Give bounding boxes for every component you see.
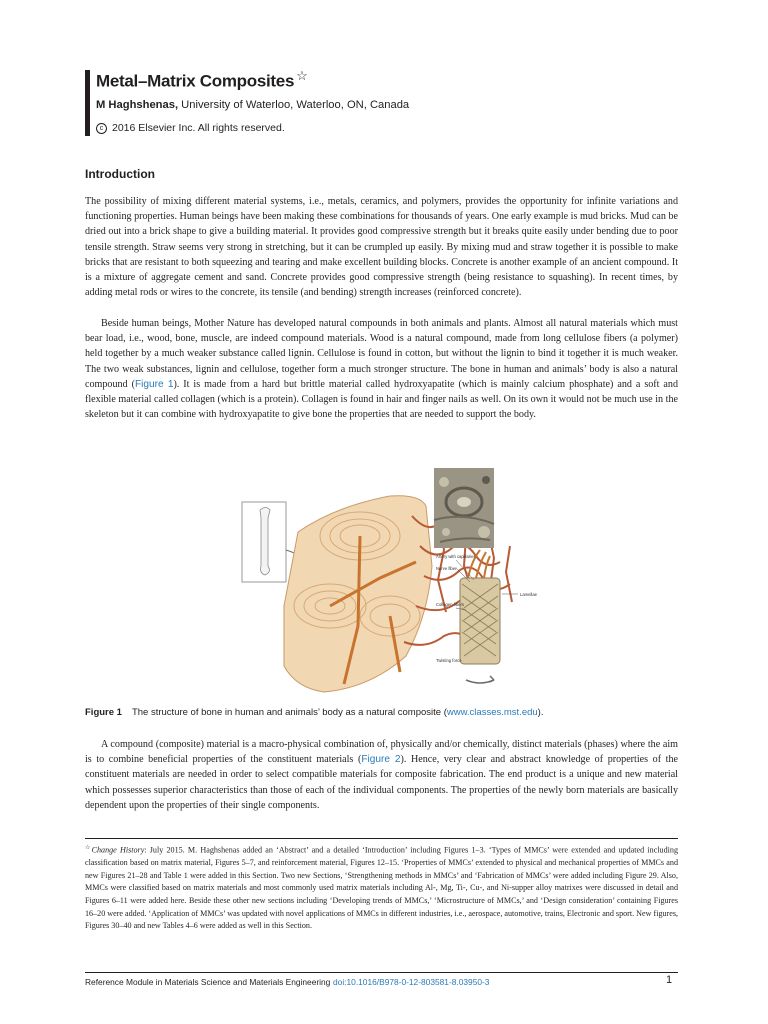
copyright-icon: c [96, 123, 107, 134]
figure-1-caption [85, 707, 543, 718]
paragraph-3-text-a: A compound (composite) material is a macro-physical combination of, physically and/or chemically, distinct materials (phases) where the aim is to combine beneficial properties of the constituent materials ( [85, 739, 678, 766]
author-affiliation: University of Waterloo, Waterloo, ON, Canada [178, 99, 410, 111]
footer-divider [85, 972, 678, 973]
header-accent-bar [85, 70, 90, 136]
doi-link[interactable]: doi:10.1016/B978-0-12-803581-8.03950-3 [333, 977, 490, 987]
section-heading-introduction: Introduction [85, 167, 155, 181]
paragraph-3 [85, 737, 678, 813]
footnote-label: Change History [91, 845, 145, 855]
title-footnote-mark[interactable]: ☆ [296, 68, 308, 83]
author-line [96, 99, 409, 111]
paragraph-3-text-b: ). Hence, very clear and abstract knowledge of properties of the constituent materials are needed in order to select compatible materials for composite fabrication. The end product is a unique and new material which possesses superior characteristics than those of each of the individual components. The properties of the newly born materials are basically dependent upon the properties of their single components. [85, 754, 679, 811]
label-nerve: Nerve fiber [436, 566, 457, 571]
title-text: Metal–Matrix Composites [96, 71, 295, 91]
figure-1-link[interactable]: Figure 1 [134, 378, 174, 390]
article-title [96, 68, 307, 92]
page-number: 1 [666, 974, 673, 986]
footnote-text: : July 2015. M. Haghshenas added an ‘Abstract’ and a detailed ‘Introduction’ including Figures 1–3. ‘Types of MMCs’ were extended and updated including classification based on matrix material, Figures 5–7, and reinforcement material, Figures 12–15. ‘Properties of MMCs’ extended to physical and mechanical properties of MMCs and new Figures 21–28 and Table 1 were added in this Section. Two new Sections, ‘Strengthening methods in MMCs’ and ‘Fabrication of MMCs’ were added including Figure 29. Also, MMCs were classified based on matrix materials and most commonly used matrix materials including Al-, Mg, Ti-, Cu-, and Ni-supper alloy matrixes were discussed in detail and Figures 6–11 were added here. Beside these other new sections including ‘Developing trends of MMCs,’ ‘Microstructure of MMCs,’ and ‘Design consideration’ containing Figures 16–20 were added. ‘Application of MMCs’ was updated with novel applications of MMCs in different industries, i.e., aerospace, automotive, trains, Electronic and sport. New figures, Figures 30–40 and new Tables 4–6 were added as well in this Section. [85, 845, 678, 931]
paragraph-2 [85, 316, 678, 422]
figure-2-link[interactable]: Figure 2 [361, 754, 401, 766]
paragraph-1: The possibility of mixing different material systems, i.e., metals, ceramics, and polymers, provides the opportunity for infinite variations and functioning properties. Human beings have been making these combinations for thousands of years. One early example is mud bricks. Mud can be dried out into a brick shape to give a building material. It provides good compressive strength but it breaks quite easily under bending due to poor tensile strength. Straw seems very strong in stretching, but it can be crumpled up easily. By mixing mud and straw together it is possible to make bricks that are resistant to both squeezing and tearing and make excellent building blocks. Concrete is another example of an ancient compound. It is a mixture of aggregate cement and sand. Concrete provides good compressive strength (being resistance to squashing). In recent times, by adding metal rods or wires to the concrete, its tensile (and bending) strength increases (reinforced concrete). [85, 196, 678, 299]
journal-name: Reference Module in Materials Science and Materials Engineering [85, 977, 331, 987]
label-twisting: Twisting force [436, 658, 462, 663]
footnote-mark: ☆ [85, 845, 92, 851]
change-history-footnote [85, 842, 678, 933]
figure-1-caption-text: The structure of bone in human and animals’ body as a natural composite ( [131, 707, 447, 718]
label-collagen: Collagen fibers [436, 602, 464, 607]
copyright-line [96, 122, 285, 134]
author-name: M Haghshenas, [96, 99, 179, 111]
paragraph-2-text-b: ). It is made from a hard but brittle material called hydroxyapatite (which is mainly calcium phosphate) and a soft and flexible material called collagen (which is a protein). Collagen is found in hair and finger nails as well. On its own it would not be much use in the skeleton but it can combine with hydroxyapatite to give bone the properties that are needed to support the body. [85, 378, 679, 421]
bone-structure-drawing [240, 466, 680, 696]
figure-1-source-link[interactable]: www.classes.mst.edu [446, 707, 538, 718]
figure-1-illustration [240, 466, 680, 696]
label-artery: Artery with capillaries [436, 554, 476, 559]
label-lamellae: Lamellae [520, 592, 537, 597]
figure-1-label: Figure 1 [85, 707, 122, 718]
figure-1-caption-end: ). [537, 707, 544, 718]
bone-micrograph [434, 468, 494, 548]
copyright-text: 2016 Elsevier Inc. All rights reserved. [112, 122, 285, 134]
paragraph-2-text-a: Beside human beings, Mother Nature has developed natural compounds in both animals and plants. Almost all natural materials which must bear load, i.e., wood, bone, muscle, are indeed compound materials. Wood is a natural compound, made from long cellulose fibers (a polymer) held together by a much weaker substance called lignin. Cellulose is found in cotton, but without the lignin to bind it together it is much weaker. The two weak substances, lignin and cellulose, together form a much stronger structure. The bone in human and animals’ body is also a natural compound ( [85, 318, 678, 390]
footnote-divider [85, 838, 678, 839]
